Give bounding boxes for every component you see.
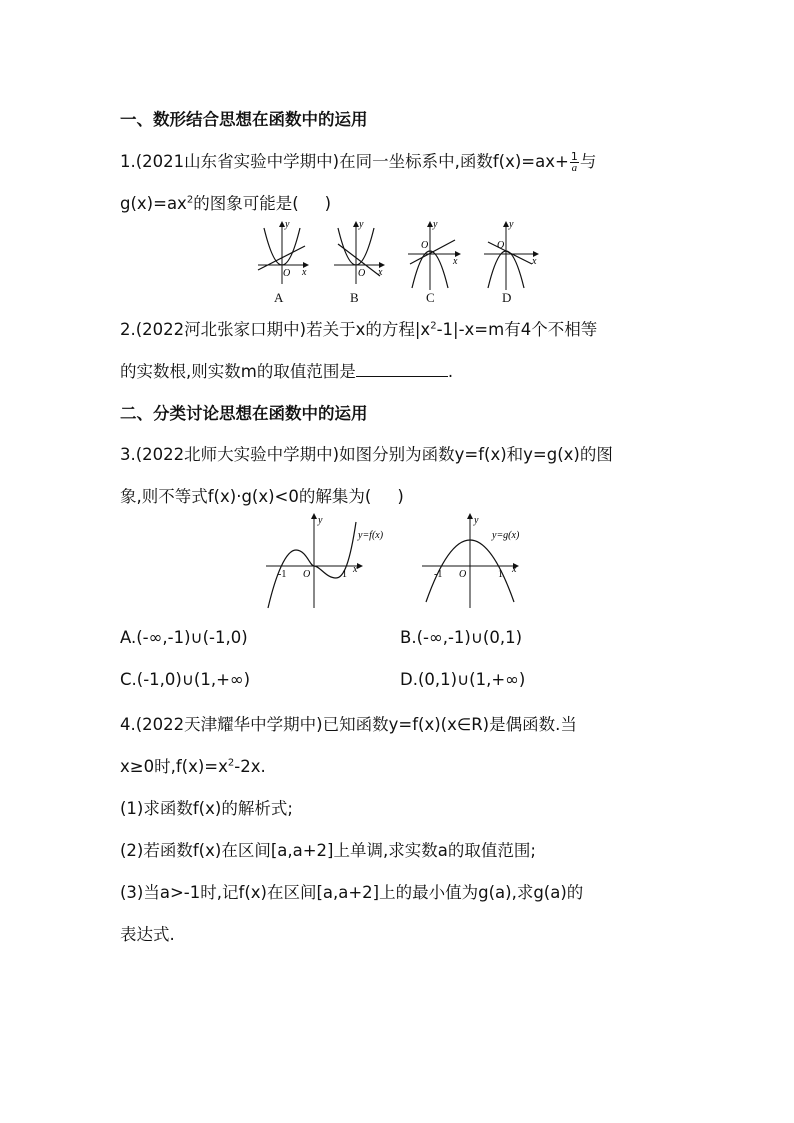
q1-line-1 [120, 148, 596, 174]
q2-line-2 [120, 358, 453, 382]
q3-line-1: 3.(2022北师大实验中学期中)如图分别为函数y=f(x)和y=g(x)的图 [120, 445, 613, 464]
q1-fraction-denominator: a [571, 162, 578, 174]
q1-graph-d [484, 219, 538, 290]
q1-graph-c-origin: O [421, 240, 429, 251]
q1-choice-c[interactable]: C [426, 290, 435, 305]
q4-exponent: 2 [227, 757, 235, 769]
q3-close-paren: ) [397, 487, 404, 506]
q4-part-3: (3)当a>-1时,记f(x)在区间[a,a+2]上的最小值为g(a),求g(a)的 [120, 883, 584, 902]
q3-option-d[interactable]: D.(0,1)∪(1,+∞) [400, 670, 526, 689]
q3-g-tick-neg1: -1 [434, 569, 443, 580]
q3-f-y-label: y [318, 515, 323, 526]
q1-graph-c-y-label: y [433, 219, 438, 230]
q3-option-c[interactable]: C.(-1,0)∪(1,+∞) [120, 670, 251, 689]
q4-line-1: 4.(2022天津耀华中学期中)已知函数y=f(x)(x∈R)是偶函数.当 [120, 715, 577, 734]
q3-g-y-label: y [474, 515, 479, 526]
section-1-title: 一、数形结合思想在函数中的运用 [120, 110, 368, 129]
q3-g-tick-1: 1 [498, 569, 503, 580]
q3-f-x-label: x [353, 564, 358, 575]
q2-line-1-text: 2.(2022河北张家口期中)若关于x的方程|x [120, 320, 431, 339]
q4-line-2 [120, 753, 266, 777]
q4-line-2-end: -2x. [234, 757, 266, 776]
q3-f-origin: O [303, 569, 311, 580]
q1-graph-b [334, 219, 384, 284]
q1-graph-a [258, 219, 308, 284]
q1-close-paren: ) [324, 194, 332, 213]
q1-line-2-prompt: 的图象可能是( [193, 194, 299, 213]
q3-f-tick-neg1: -1 [278, 569, 287, 580]
q2-exponent: 2 [430, 320, 437, 332]
q2-line-2-text: 的实数根,则实数m的取值范围是 [120, 362, 356, 381]
q2-line-1 [120, 316, 597, 340]
q4-part-1: (1)求函数f(x)的解析式; [120, 799, 293, 818]
q2-line-1-end: -1|-x=m有4个不相等 [436, 320, 598, 339]
q1-graph-a-origin: O [283, 268, 291, 279]
q1-graph-b-x-label: x [378, 267, 383, 278]
q3-line-2-text: 象,则不等式f(x)·g(x)<0的解集为( [120, 487, 372, 506]
q2-answer-blank[interactable] [356, 362, 448, 377]
q3-graph-g [422, 514, 520, 608]
q1-graph-d-origin: O [497, 240, 505, 251]
q3-line-2 [120, 483, 404, 507]
q1-choice-a[interactable]: A [274, 290, 284, 305]
q1-exponent: 2 [186, 194, 194, 206]
q1-choice-d[interactable]: D [502, 290, 512, 305]
q1-graph-a-y-label: y [285, 219, 290, 230]
q1-graph-d-x-label: x [532, 256, 537, 267]
q1-line-1-end: 与 [579, 152, 597, 171]
section-2-title: 二、分类讨论思想在函数中的运用 [120, 404, 368, 423]
q3-g-x-label: x [512, 564, 517, 575]
q3-graph-f [266, 514, 384, 608]
q1-graph-c-x-label: x [453, 256, 458, 267]
q4-line-2-text: x≥0时,f(x)=x [120, 757, 228, 776]
q3-f-tick-1: 1 [342, 569, 347, 580]
q4-part-3-continued: 表达式. [120, 925, 175, 944]
q1-graph-c [408, 219, 460, 290]
q3-option-a[interactable]: A.(-∞,-1)∪(-1,0) [120, 628, 248, 647]
q3-option-b[interactable]: B.(-∞,-1)∪(0,1) [400, 628, 523, 647]
q2-period: . [447, 362, 454, 381]
q1-graph-d-y-label: y [509, 219, 514, 230]
q1-line-2-text: g(x)=ax [120, 194, 187, 213]
q1-choice-b[interactable]: B [350, 290, 359, 305]
q1-fraction-numerator: 1 [570, 150, 578, 163]
q1-line-1-text: 1.(2021山东省实验中学期中)在同一坐标系中,函数f(x)=ax+ [120, 152, 569, 171]
q1-fraction [570, 151, 579, 174]
q3-g-curve-label: y=g(x) [492, 530, 520, 541]
q1-graph-b-y-label: y [359, 219, 364, 230]
q3-graphs [262, 510, 532, 612]
q1-line-2 [120, 190, 331, 214]
q3-g-origin: O [459, 569, 467, 580]
q1-graph-b-origin: O [358, 268, 366, 279]
q1-graph-a-x-label: x [302, 267, 307, 278]
q4-part-2: (2)若函数f(x)在区间[a,a+2]上单调,求实数a的取值范围; [120, 841, 536, 860]
q3-f-curve-label: y=f(x) [358, 530, 384, 541]
